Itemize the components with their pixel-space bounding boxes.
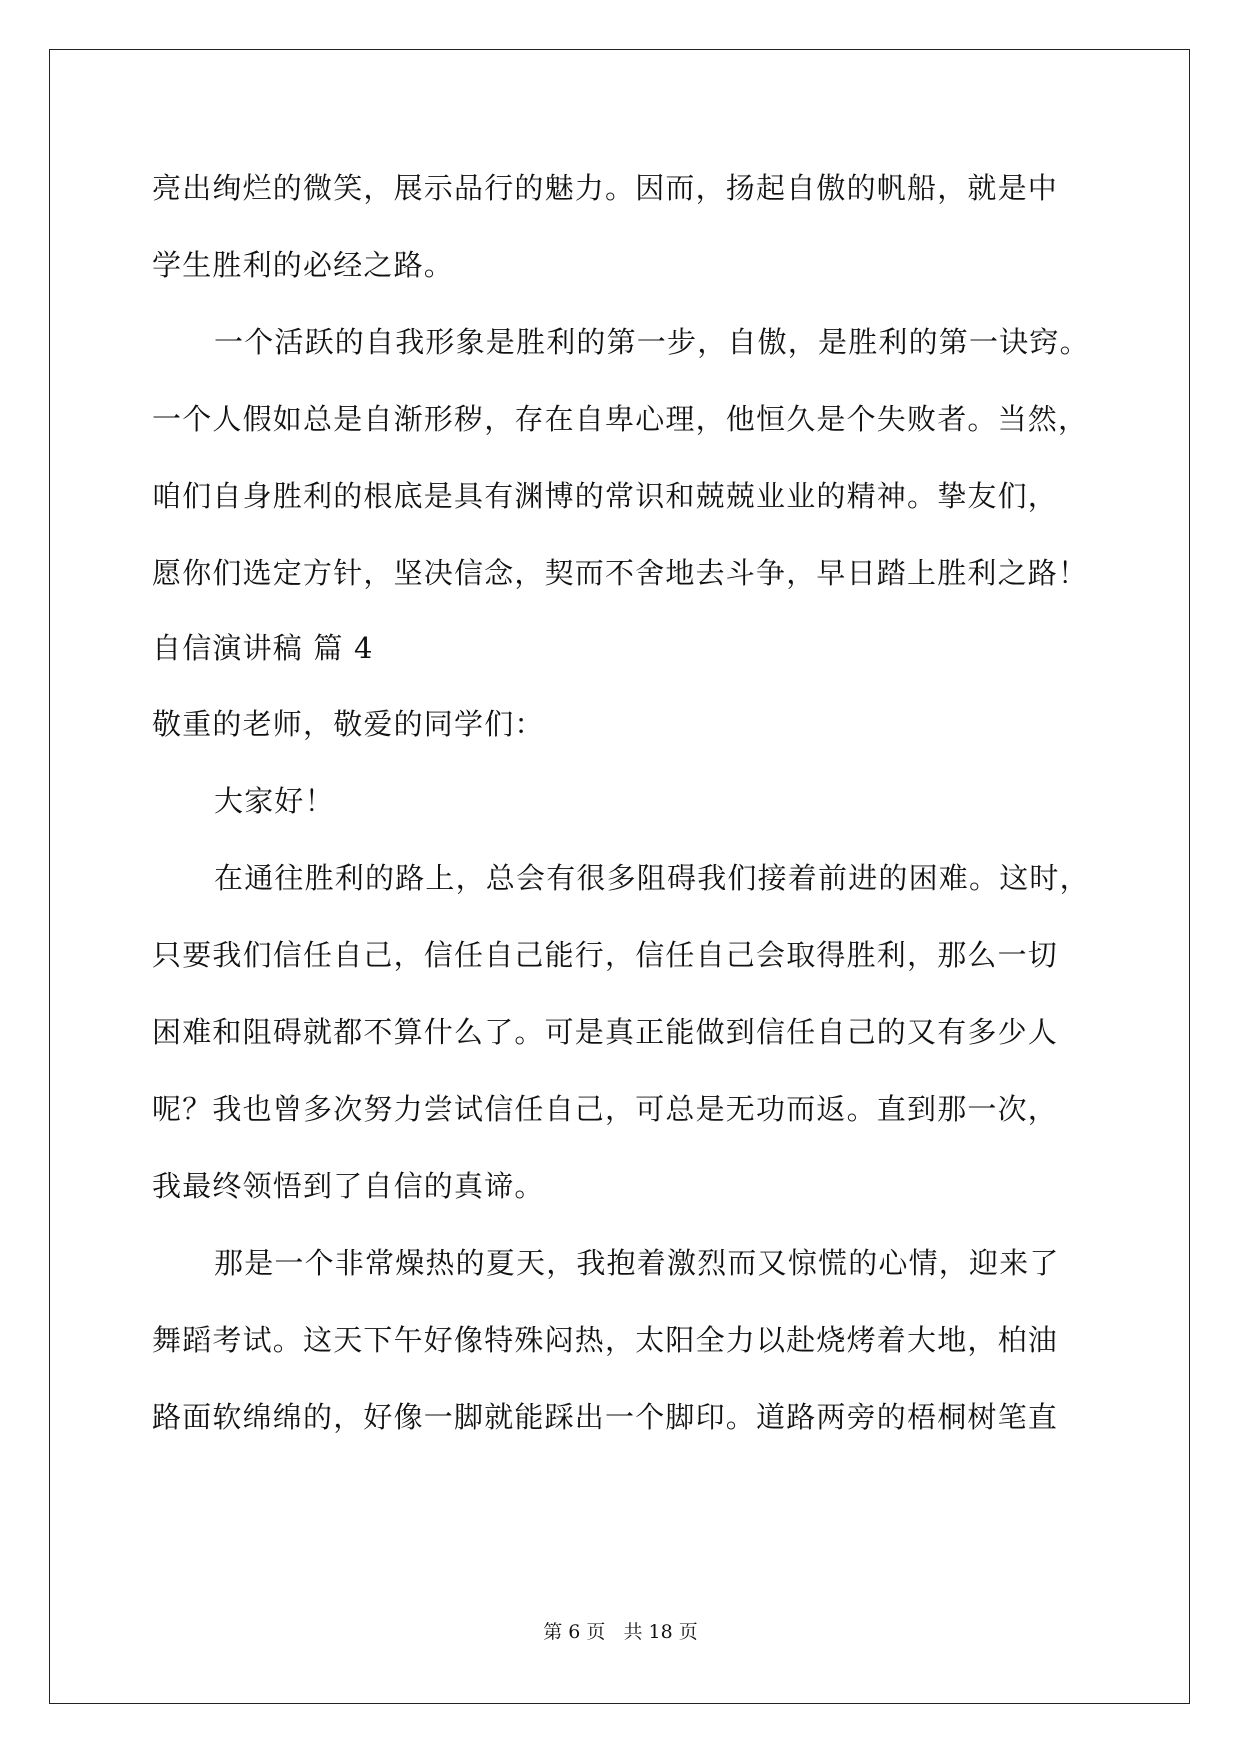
- paragraph-line: 一个活跃的自我形象是胜利的第一步，自傲，是胜利的第一诀窍。: [214, 325, 1090, 359]
- paragraph-line: 我最终领悟到了自信的真谛。: [152, 1169, 545, 1203]
- paragraph-line: 只要我们信任自己，信任自己能行，信任自己会取得胜利，那么一切: [152, 938, 1059, 972]
- paragraph-line: 学生胜利的必经之路。: [152, 248, 455, 282]
- paragraph-line: 在通往胜利的路上，总会有很多阻碍我们接着前进的困难。这时，: [214, 861, 1090, 895]
- greeting: 大家好！: [214, 784, 335, 818]
- page-number: 第 6 页 共 18 页: [543, 1621, 698, 1643]
- salutation: 敬重的老师，敬爱的同学们：: [152, 707, 545, 741]
- paragraph-line: 一个人假如总是自渐形秽，存在自卑心理，他恒久是个失败者。当然，: [152, 402, 1089, 436]
- paragraph-line: 亮出绚烂的微笑，展示品行的魅力。因而，扬起自傲的帆船，就是中: [152, 171, 1059, 205]
- paragraph-line: 困难和阻碍就都不算什么了。可是真正能做到信任自己的又有多少人: [152, 1015, 1059, 1049]
- paragraph-line: 咱们自身胜利的根底是具有渊博的常识和兢兢业业的精神。挚友们，: [152, 479, 1059, 513]
- paragraph-line: 愿你们选定方针，坚决信念，契而不舍地去斗争，早日踏上胜利之路！: [152, 556, 1089, 590]
- paragraph-line: 舞蹈考试。这天下午好像特殊闷热，太阳全力以赴烧烤着大地，柏油: [152, 1323, 1059, 1357]
- paragraph-line: 路面软绵绵的，好像一脚就能踩出一个脚印。道路两旁的梧桐树笔直: [152, 1400, 1059, 1434]
- paragraph-line: 呢？我也曾多次努力尝试信任自己，可总是无功而返。直到那一次，: [152, 1092, 1059, 1126]
- paragraph-line: 那是一个非常燥热的夏天，我抱着激烈而又惊慌的心情，迎来了: [214, 1246, 1060, 1280]
- section-heading: 自信演讲稿 篇 4: [152, 631, 374, 665]
- page-footer: [0, 1619, 1241, 1645]
